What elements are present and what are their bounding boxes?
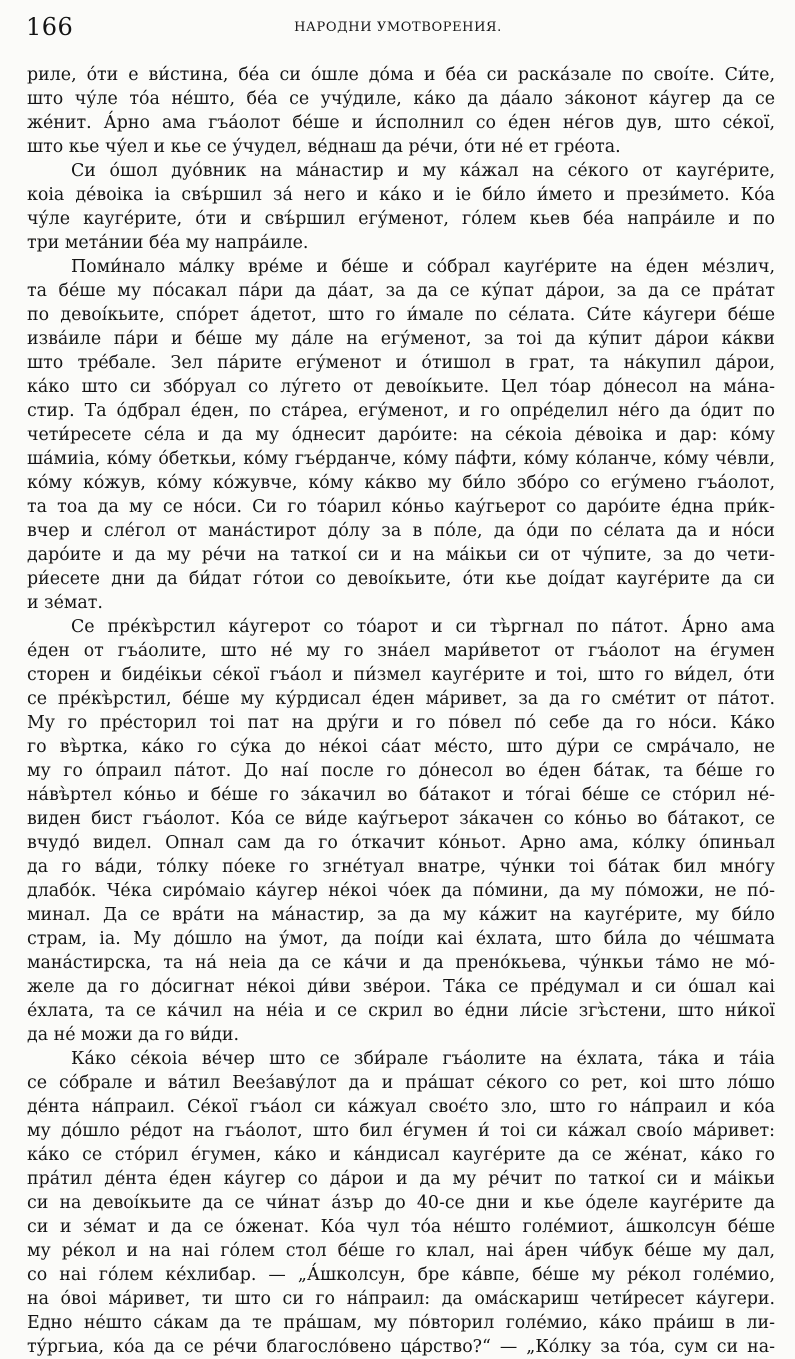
text-line: ка́ко што си збо́руал со лу́гето от девоі́кьите. Цел то́ар до́несол на ма́на- [27,377,775,397]
text-line: го въ̀ртка, ка́ко го су́ка до не́коі са́ат ме́сто, што ду́ри се смра́чало, не [27,737,775,757]
text-line: Си о́шол дуо́вник на ма́настир и му ка́жал на се́кого от кауге́рите, [71,161,775,181]
text-line: ри́есете дни да би́дат го́тои со девоі́кьите, о́ти кье доі́дат кауге́рите да си [27,569,775,589]
body-text [27,63,775,1359]
text-line: му до́шло ре́дот на гъа́олот, што бил е́гумен и́ тоі си ка́жал своі́о ма́ривет: [27,1121,775,1141]
text-line: пра́тил де́нта е́ден ка́угер со да́рои и да му ре́чит по таткоі́ си и ма́ікьи [27,1169,775,1189]
text-line: е́хлата, та се ка́чил на не́іа и се скрил во е́дни ли́сіе згъ̀стени, што ни́кої [27,1001,775,1021]
text-line: Поми́нало ма́лку вре́ме и бе́ше и со́брал кауґе́рите на е́ден ме́злич, [71,257,775,277]
page-header [26,10,770,44]
text-line: ко́му ко́жув, ко́му ко́жувче, ко́му ка́кво му би́ло збо́ро со егу́мено гъа́олот, [27,473,775,493]
text-line: Се пре́къ̀рстил ка́угерот со то́арот и си тъ̀ргнал по па́тот. А́рно ама [71,617,775,637]
text-line: што чу́ле то́а не́што, бе́а се учу́диле, ка́ко да да́ало за́конот ка́угер да се [27,89,775,109]
text-line: ка́ко се сто́рил е́гумен, ка́ко и ка́ндисал кауге́рите да се же́нат, ка́ко го [27,1145,775,1165]
text-line: и зе́мат. [27,593,103,613]
text-line: му ре́кол и на наі го́лем стол бе́ше го клал, наі а́рен чи́бук бе́ше му дал, [27,1241,775,1261]
text-line: на́въ̀ртел ко́ньо и бе́ше го за́качил во ба́такот и то́гаі бе́ше се сто́рил не́- [27,785,775,805]
text-line: изва́иле па́ри и бе́ше му да́ле на егу́менот, за тоі да ку́пит да́рои ка́кви [27,329,775,349]
text-line: по девоі́кьите, спо́рет а́детот, што го и́мале по се́лата. Си́те ка́угери бе́ше [27,305,775,325]
text-line: со наі го́лем ке́хлибар. — „А́школсун, бре ка́впе, бе́ше му ре́кол голе́миo, [27,1265,775,1285]
text-line: си и зе́мат и да се о́женат. Ко́а чул то́а не́што голе́миот, а́школсун бе́ше [27,1217,775,1237]
paragraph [27,1047,775,1359]
text-line: вчудо́ видел. Опнал сам да го о́ткачит ко́ньот. Арно ама, ко́лку о́пиньал [27,833,775,853]
text-line: што тре́бале. Зел па́рите егу́менот и о́тишол в грат, та на́купил да́рои, [27,353,775,373]
text-line: чу́ле кауге́рите, о́ти и свъ́ршил егу́менот, го́лем кьев бе́а напра́иле и по [27,209,775,229]
page-number: 166 [26,13,74,41]
text-line: чети́ресете се́ла и да му о́днесит даро́ите: на се́коіа де́воіка и дар: ко́му [27,425,775,445]
text-line: та тоа да му се но́си. Си го то́арил ко́ньо кау́гьерот со даро́ите е́дна при́к- [27,497,775,517]
text-line: желе да го до́сигнат не́коі ди́ви зве́рои. Та́ка се пре́думал и си о́шал каі [27,977,775,997]
text-line: се со́брале и ва́тил Веез́аву́лот да и пра́шат се́кого со рет, коі што ло́шо [27,1073,775,1093]
text-line: Ка́ко се́коіа ве́чер што се зби́рале гъа́олите на е́хлата, та́ка и та́іа [71,1049,775,1069]
text-line: стир. Та о́дбрал е́ден, по ста́реа, егу́менот, и го опре́делил не́го да о́дит по [27,401,775,421]
text-line: мана́стирска, та на́ неіа да се ка́чи и да прено́кьева, чу́нкьи та́мо не мо́- [27,953,775,973]
running-title: НАРОДНИ УМОТВОРЕНИЯ. [294,20,502,35]
text-line: страм, іа. Му до́шло на у́мот, да поі́ди каі е́хлата, што би́ла до че́шмата [27,929,775,949]
text-line: виден бист гъа́олот. Ко́а се ви́де кау́гьерот за́качен со ко́ньо во ба́такот, се [27,809,775,829]
paragraph [27,63,775,159]
text-line: му го о́праил па́тот. До наі́ после го до́несол во е́ден ба́так, та бе́ше го [27,761,775,781]
text-line: коіа де́воіка іа свъ́ршил за́ него и ка́ко и іе би́ло и́мето и прези́мето. Ко́а [27,185,775,205]
text-line: риле, о́ти е ви́стина, бе́а си о́шле до́ма и бе́а си раска́зале по своі́те. Си́те, [27,65,775,85]
text-line: е́ден от гъа́олите, што не́ му го зна́ел мари́ветот от гъа́олот на е́гумен [27,641,775,661]
text-line: Му го пре́сторил тоі пат на дру́ги и го по́вел по́ себе да го но́си. Ка́ко [27,713,775,733]
text-line: на о́воі ма́ривет, ти што си го на́праил: да ома́скариш чети́ресет ка́угери. [27,1289,775,1309]
text-line: ша́миіа, ко́му о́беткьи, ко́му гъе́рданче, ко́му па́фти, ко́му ко́ланче, ко́му че́вли, [27,449,775,469]
text-line: длабо́к. Че́ка сиро́маіо ка́угер не́коі чо́ек да по́мини, да му по́можи, не по́- [27,881,775,901]
text-line: вчер и сле́гол от мана́стирот до́лу за в по́ле, да о́ди по се́лата да и но́си [27,521,775,541]
text-line: да не́ можи да го ви́ди. [27,1025,240,1045]
text-line: же́нит. А́рно ама гъа́олот бе́ше и и́сполнил со е́ден не́гов дув, што се́кої, [27,113,775,133]
text-line: што кье чу́ел и кье се у́чудел, ве́днаш да ре́чи, о́ти не́ ет гре́ота. [27,137,621,157]
text-line: се пре́къ̀рстил, бе́ше му ку́рдисал е́ден ма́ривет, за да го сме́тит от па́тот. [27,689,775,709]
text-line: да го ва́ди, то́лку по́еке го згне́туал внатре, чу́нки тоі ба́так бил мно́гу [27,857,775,877]
text-line: Едно не́што са́кам да те пра́шам, му по́вторил голе́мио, ка́ко пра́иш в ли- [27,1313,775,1333]
text-line: ту́ргьиа, ко́а да се ре́чи благосло́вено ца́рство?“ — „Ко́лку за то́а, сум си на- [27,1337,775,1357]
text-line: даро́ите и да му ре́чи на таткоі́ си и на ма́ікьи си от чу́пите, за до чети- [27,545,775,565]
text-line: три мета́нии бе́а му напра́иле. [27,233,309,253]
text-line: минал. Да се вра́ти на ма́настир, за да му ка́жит на кауге́рите, му би́ло [27,905,775,925]
paragraph [27,159,775,255]
paragraph [27,615,775,1047]
text-line: си на девоі́кьите да се чи́нат а́зър до 40-се дни и кье о́деле кауге́рите да [27,1193,775,1213]
text-line: сторен и биде́ікьи се́кої гъа́ол и пи́змел кауге́рите и тоі, што го ви́дел, о́ти [27,665,775,685]
text-line: та бе́ше му по́сакал па́ри да да́ат, за да се ку́пат да́рои, за да се пра́тат [27,281,775,301]
paragraph [27,255,775,615]
text-line: де́нта на́праил. Се́кої гъа́ол си ка́жуал своє́то зло, што го на́праил и ко́а [27,1097,775,1117]
